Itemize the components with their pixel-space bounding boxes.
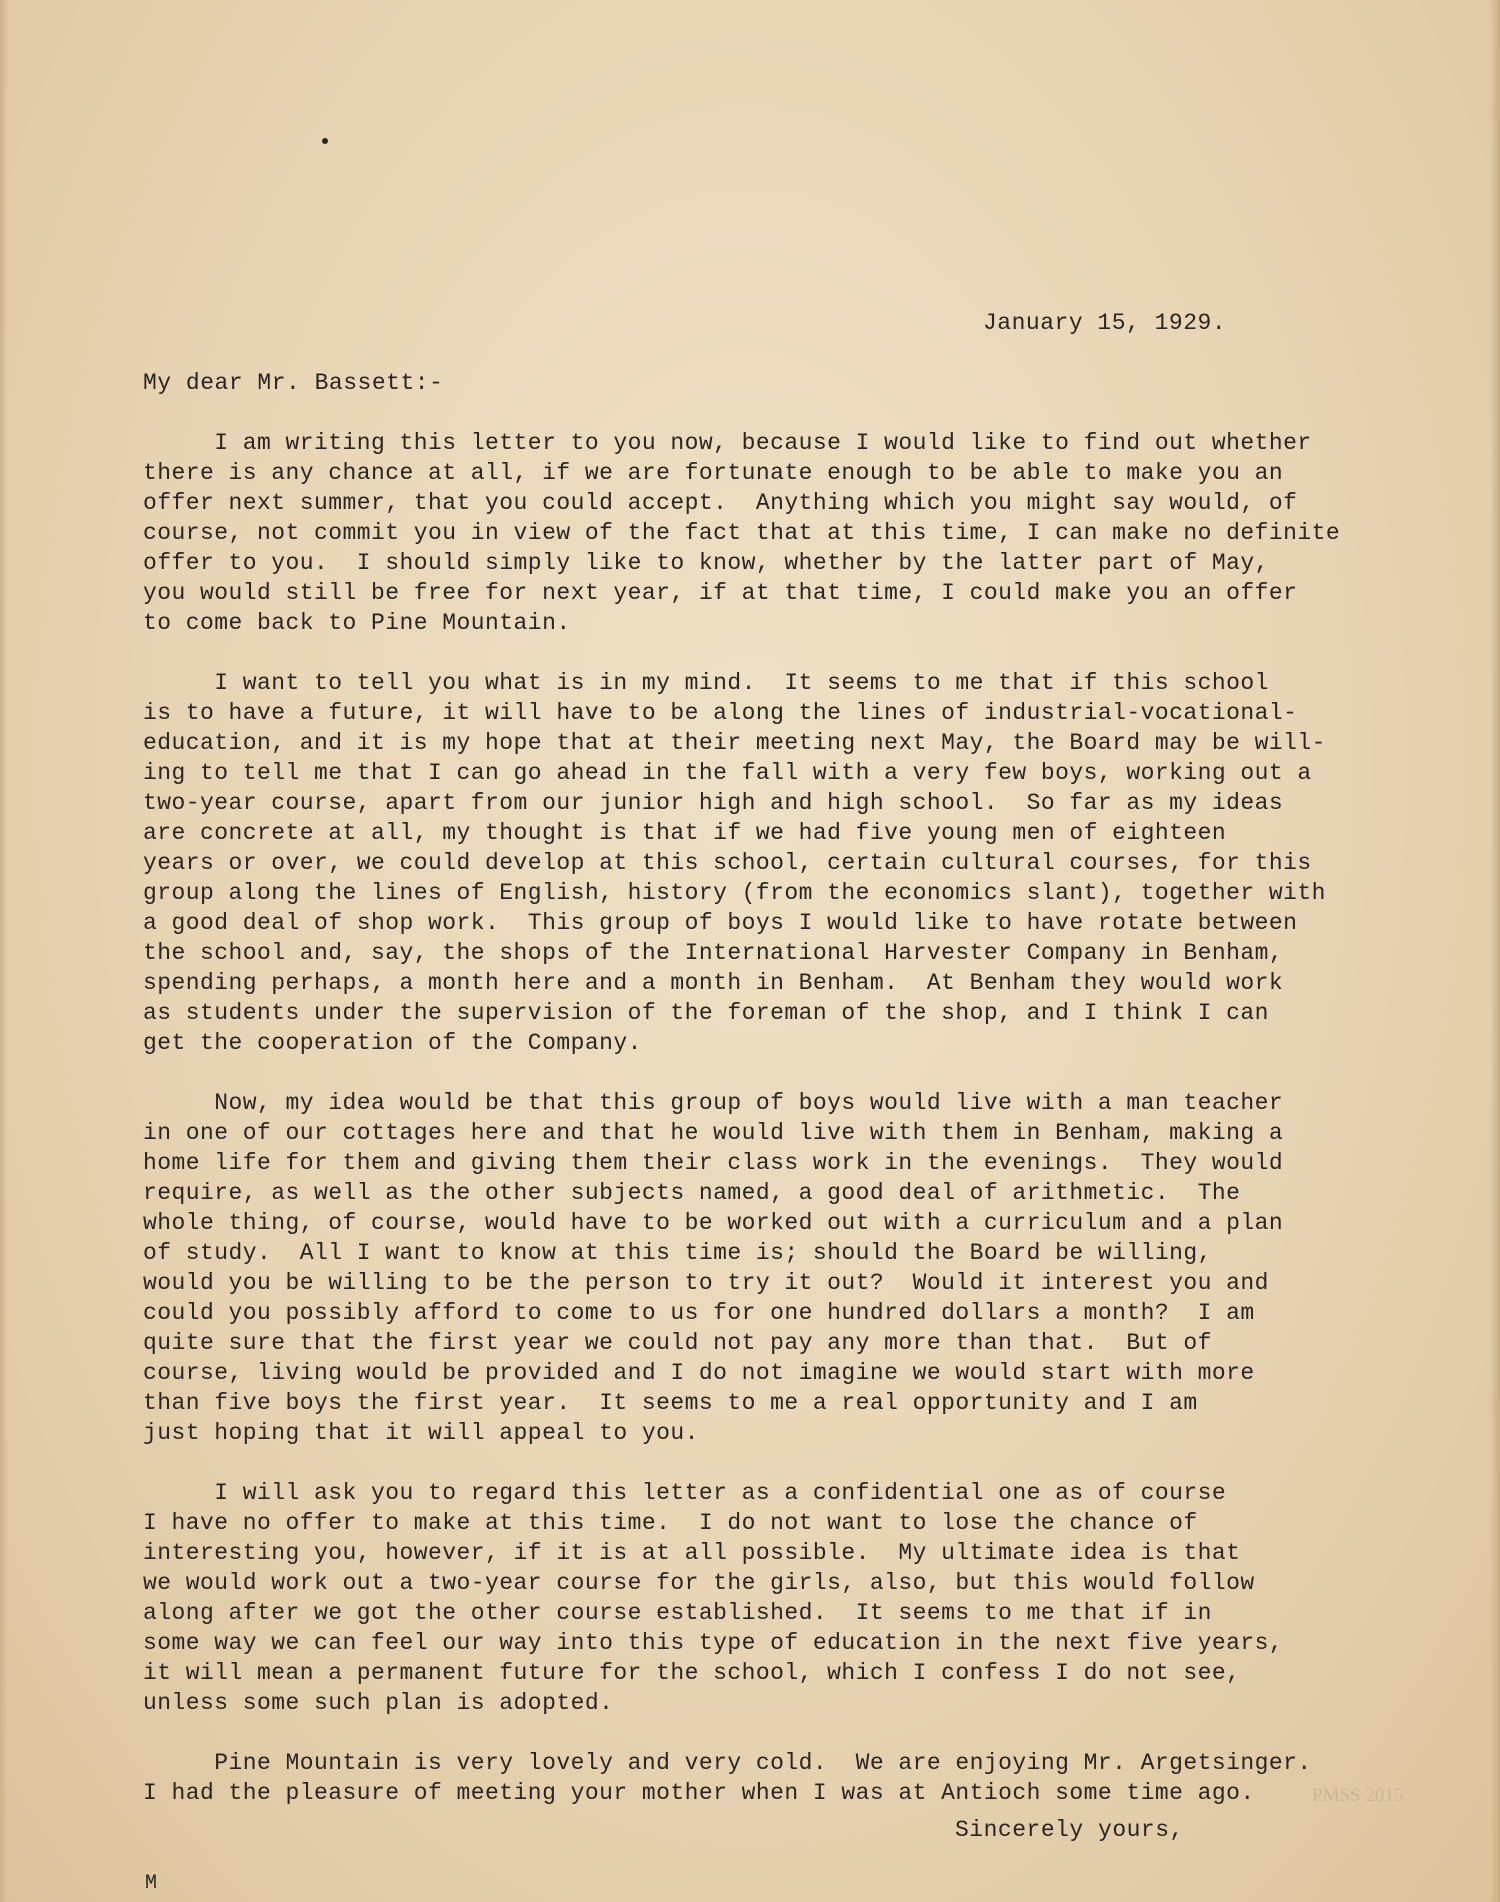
text-line: require, as well as the other subjects named, a good deal of arithmetic. The xyxy=(143,1180,1241,1206)
text-line: as students under the supervision of the foreman of the shop, and I think I can xyxy=(143,1000,1269,1026)
text-line: get the cooperation of the Company. xyxy=(143,1030,642,1056)
paragraph xyxy=(143,1748,1433,1808)
paragraph xyxy=(143,1088,1433,1448)
text-line: offer to you. I should simply like to know, whether by the latter part of May, xyxy=(143,550,1269,576)
text-line: are concrete at all, my thought is that if we had five young men of eighteen xyxy=(143,820,1227,846)
text-line: could you possibly afford to come to us for one hundred dollars a month? I am xyxy=(143,1300,1255,1326)
text-line: we would work out a two-year course for the girls, also, but this would follow xyxy=(143,1570,1255,1596)
text-line: course, not commit you in view of the fact that at this time, I can make no definite xyxy=(143,520,1341,546)
text-line: along after we got the other course established. It seems to me that if in xyxy=(143,1600,1212,1626)
text-line: Pine Mountain is very lovely and very cold. We are enjoying Mr. Argetsinger. xyxy=(143,1750,1312,1776)
text-line: to come back to Pine Mountain. xyxy=(143,610,571,636)
text-line: would you be willing to be the person to try it out? Would it interest you and xyxy=(143,1270,1269,1296)
text-line: course, living would be provided and I do not imagine we would start with more xyxy=(143,1360,1255,1386)
text-line: ing to tell me that I can go ahead in the fall with a very few boys, working out a xyxy=(143,760,1312,786)
text-line: is to have a future, it will have to be along the lines of industrial-vocational- xyxy=(143,700,1298,726)
text-line: whole thing, of course, would have to be worked out with a curriculum and a plan xyxy=(143,1210,1284,1236)
text-line: home life for them and giving them their class work in the evenings. They would xyxy=(143,1150,1284,1176)
text-line: offer next summer, that you could accept. Anything which you might say would, of xyxy=(143,490,1298,516)
text-line: unless some such plan is adopted. xyxy=(143,1690,614,1716)
typist-initial: M xyxy=(145,1872,158,1895)
text-line: spending perhaps, a month here and a month in Benham. At Benham they would work xyxy=(143,970,1284,996)
text-line: some way we can feel our way into this type of education in the next five years, xyxy=(143,1630,1284,1656)
paper-edge-left xyxy=(0,0,8,1902)
text-line: I have no offer to make at this time. I do not want to lose the chance of xyxy=(143,1510,1198,1536)
paragraph xyxy=(143,1478,1433,1718)
text-line: I want to tell you what is in my mind. It seems to me that if this school xyxy=(143,670,1269,696)
text-line: group along the lines of English, history (from the economics slant), together with xyxy=(143,880,1326,906)
text-line: I will ask you to regard this letter as a confidential one as of course xyxy=(143,1480,1227,1506)
closing: Sincerely yours, xyxy=(955,1817,1184,1843)
text-line: you would still be free for next year, if at that time, I could make you an offer xyxy=(143,580,1298,606)
ink-speck xyxy=(322,138,328,144)
letter-date: January 15, 1929. xyxy=(983,310,1227,336)
text-line: quite sure that the first year we could not pay any more than that. But of xyxy=(143,1330,1212,1356)
text-line: I am writing this letter to you now, because I would like to find out whether xyxy=(143,430,1312,456)
text-line: I had the pleasure of meeting your mother when I was at Antioch some time ago. xyxy=(143,1780,1255,1806)
text-line: than five boys the first year. It seems to me a real opportunity and I am xyxy=(143,1390,1198,1416)
text-line: education, and it is my hope that at their meeting next May, the Board may be will- xyxy=(143,730,1326,756)
text-line: a good deal of shop work. This group of boys I would like to have rotate between xyxy=(143,910,1298,936)
text-line: the school and, say, the shops of the International Harvester Company in Benham, xyxy=(143,940,1284,966)
paragraph xyxy=(143,428,1433,638)
text-line: it will mean a permanent future for the school, which I confess I do not see, xyxy=(143,1660,1241,1686)
text-line: just hoping that it will appeal to you. xyxy=(143,1420,699,1446)
text-line: in one of our cottages here and that he would live with them in Benham, making a xyxy=(143,1120,1284,1146)
salutation: My dear Mr. Bassett:- xyxy=(143,370,444,396)
text-line: Now, my idea would be that this group of boys would live with a man teacher xyxy=(143,1090,1284,1116)
archive-watermark: PMSS 2015 xyxy=(1312,1785,1404,1806)
text-line: interesting you, however, if it is at all possible. My ultimate idea is that xyxy=(143,1540,1241,1566)
text-line: two-year course, apart from our junior high and high school. So far as my ideas xyxy=(143,790,1284,816)
paragraph xyxy=(143,668,1433,1058)
letter-body xyxy=(143,428,1433,1838)
text-line: of study. All I want to know at this time is; should the Board be willing, xyxy=(143,1240,1212,1266)
paper-edge-right xyxy=(1490,0,1500,1902)
text-line: there is any chance at all, if we are fortunate enough to be able to make you an xyxy=(143,460,1284,486)
text-line: years or over, we could develop at this school, certain cultural courses, for this xyxy=(143,850,1312,876)
